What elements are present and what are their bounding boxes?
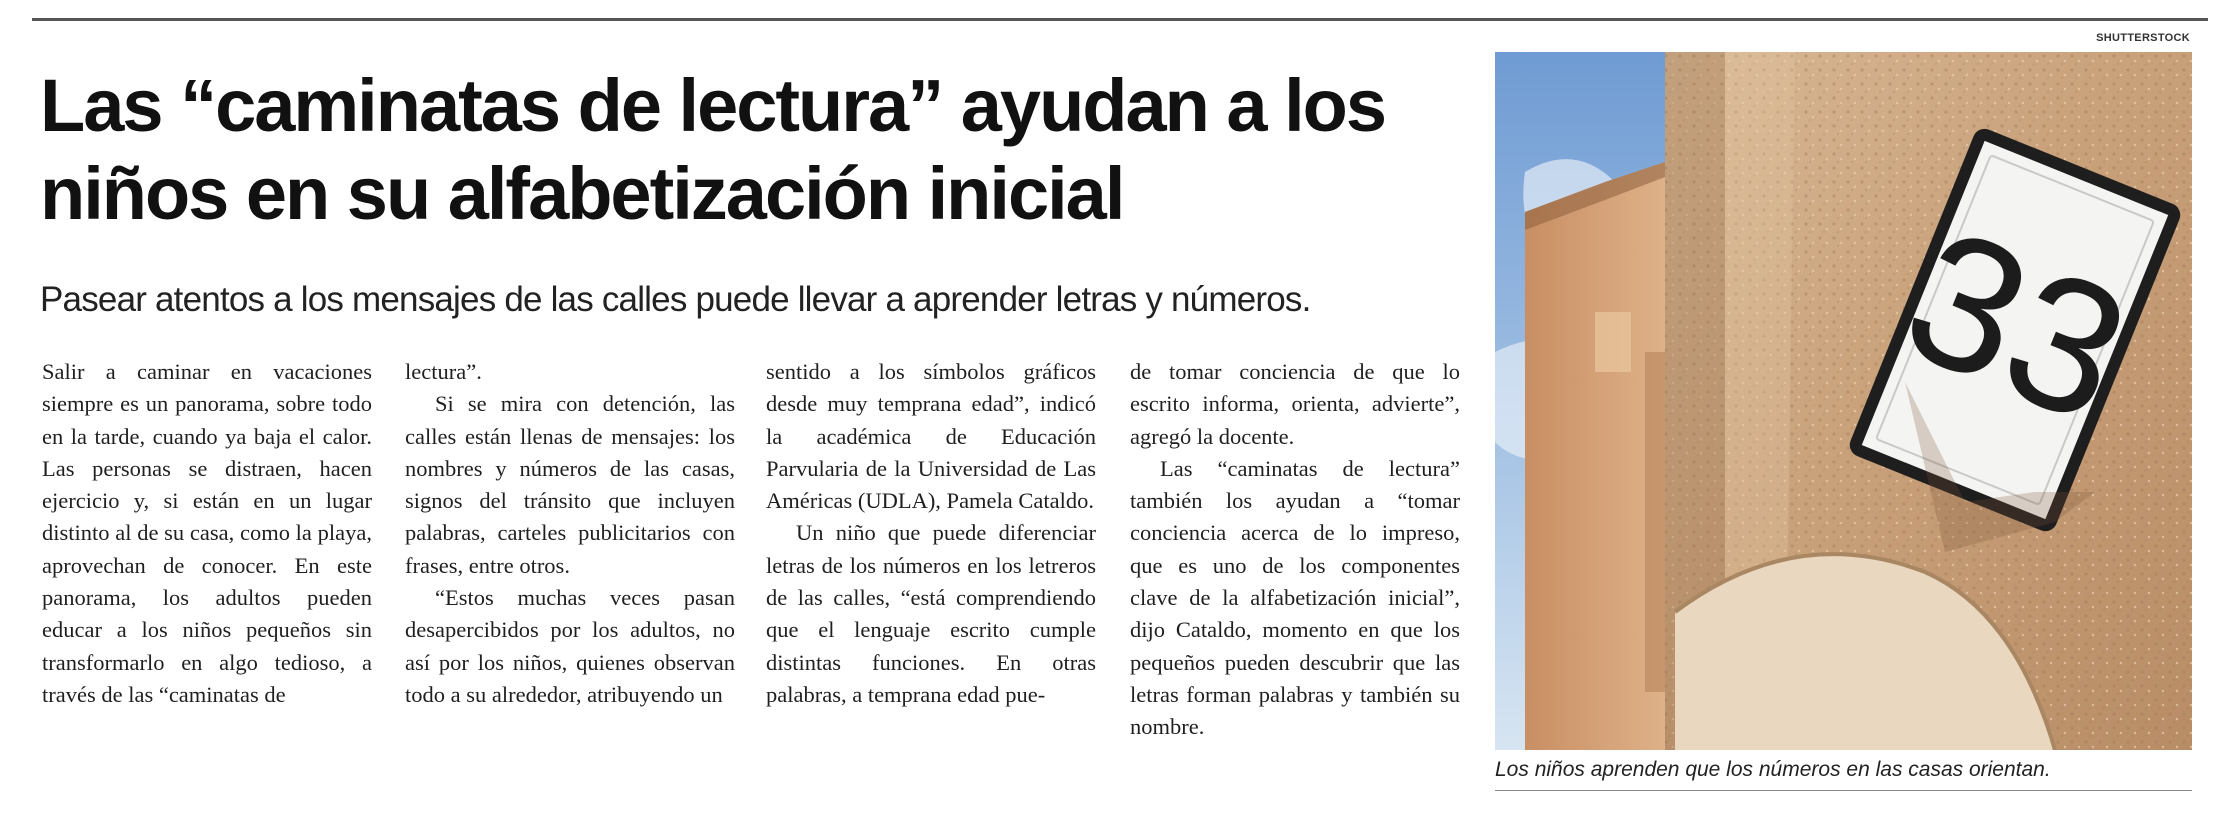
plaque-number: 33: [1879, 187, 2155, 464]
article-column-1: [42, 356, 372, 711]
headline-line-1: Las “caminatas de lectura” ayudan a los: [40, 64, 1386, 147]
paragraph: “Estos muchas veces pasan desapercibidos por los adultos, no así por los niños, quienes observan todo a su alrededor, atribuyendo un: [405, 585, 735, 707]
article-column-4: [1130, 356, 1460, 744]
headline: [40, 62, 1470, 238]
photo-caption: Los niños aprenden que los números en las casas orientan.: [1495, 758, 2051, 781]
article-column-3: [766, 356, 1096, 711]
top-rule: [32, 18, 2208, 21]
headline-line-2: niños en su alfabetización inicial: [40, 152, 1124, 235]
article-column-2: [405, 356, 735, 711]
subtitle: Pasear atentos a los mensajes de las calles puede llevar a aprender letras y números.: [40, 280, 1311, 319]
paragraph: Si se mira con detención, las calles están llenas de mensajes: los nombres y números de las casas, signos del tránsito que incluyen palabras, carteles publicitarios con frases, entre otros.: [405, 391, 735, 578]
paragraph: Las “caminatas de lectura” también los ayudan a “tomar conciencia acerca de lo impreso, que es uno de los componentes clave de la alfabetización inicial”, dijo Cataldo, momento en que los pequeños pueden descubrir que las letras forman palabras y también su nombre.: [1130, 455, 1460, 740]
paragraph: Salir a caminar en vacaciones siempre es un panorama, sobre todo en la tarde, cuando ya baja el calor. Las personas se distraen, hacen ejercicio y, si están en un lugar distinto al de su casa, como la playa, aprovechan de conocer. En este panorama, los adultos pueden educar a los niños pequeños sin transformarlo en algo tedioso, a través de las “caminatas de: [42, 359, 372, 707]
paragraph: sentido a los símbolos gráficos desde muy temprana edad”, indicó la académica de Educación Parvularia de la Universidad de Las Américas (UDLA), Pamela Cataldo.: [766, 359, 1096, 514]
photo-credit: SHUTTERSTOCK: [2096, 32, 2190, 44]
house-number-photo: [1495, 52, 2192, 750]
paragraph: Un niño que puede diferenciar letras de los números en los letreros de las calles, “está comprendiendo que el lenguaje escrito cumple distintas funciones. En otras palabras, a temprana edad pue-: [766, 520, 1096, 707]
paragraph: de tomar conciencia de que lo escrito informa, orienta, advierte”, agregó la docente.: [1130, 359, 1460, 449]
caption-rule: [1495, 790, 2192, 791]
paragraph: lectura”.: [405, 359, 482, 384]
